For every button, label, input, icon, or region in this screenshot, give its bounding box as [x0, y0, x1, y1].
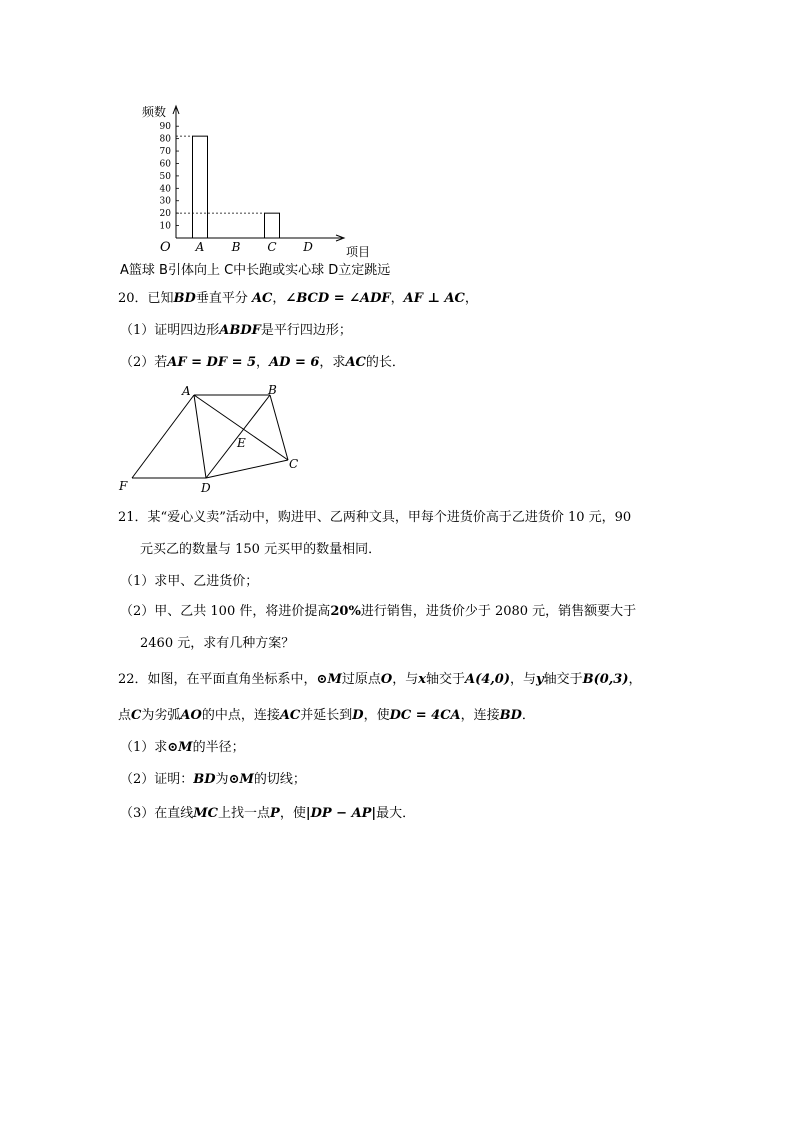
label-C: C [289, 457, 299, 471]
q22-part2: （2）证明：BD为⊙M的切线； [120, 772, 306, 787]
q22-part1: （1）求⊙M的半径； [120, 740, 245, 755]
y-tick-label: 20 [159, 209, 171, 220]
label-D: D [201, 481, 211, 495]
bar-A [193, 136, 208, 238]
chart-ylabel: 频数 [142, 105, 167, 119]
label-E: E [237, 436, 246, 450]
y-tick-label: 30 [159, 196, 171, 207]
category-label-D: D [303, 240, 313, 254]
chart-caption: A篮球 B引体向上 C中长跑或实心球 D立定跳远 [120, 263, 391, 278]
q22-line2: 点C为劣弧AO的中点，连接AC并延长到D，使DC = 4CA，连接BD． [118, 708, 535, 723]
y-tick-label: 90 [159, 122, 171, 133]
y-tick-label: 10 [159, 221, 171, 232]
chart-origin: O [160, 240, 171, 255]
q20-statement: 20．已知BD垂直平分 AC，∠BCD = ∠ADF，AF ⊥ AC， [118, 291, 478, 306]
q21-part2-cont: 2460 元，求有几种方案？ [140, 636, 295, 651]
label-B: B [268, 383, 277, 397]
category-label-C: C [267, 240, 277, 254]
q21-line2: 元买乙的数量与 150 元买甲的数量相同． [140, 542, 382, 557]
y-tick-label: 60 [159, 159, 171, 170]
frequency-bar-chart [110, 100, 410, 260]
category-label-A: A [195, 240, 205, 254]
q20-part1: （1）证明四边形ABDF是平行四边形； [120, 323, 352, 338]
label-A: A [182, 384, 191, 398]
y-tick-label: 40 [159, 184, 171, 195]
category-label-B: B [231, 240, 241, 254]
chart-xlabel: 项目 [346, 245, 371, 259]
q20-geometry-figure [110, 380, 310, 495]
q22-part3: （3）在直线MC上找一点P，使|DP − AP|最大． [120, 806, 416, 821]
y-tick-label: 70 [159, 147, 171, 158]
q21-line1: 21．某“爱心义卖”活动中，购进甲、乙两种文具，甲每个进货价高于乙进货价 10 元，90 [118, 510, 632, 525]
bar-C [265, 213, 280, 238]
q21-part1: （1）求甲、乙进货价； [120, 574, 259, 589]
y-tick-label: 50 [159, 171, 171, 182]
y-tick-label: 80 [159, 134, 171, 145]
label-F: F [119, 479, 128, 493]
q21-part2: （2）甲、乙共 100 件，将进价提高20%进行销售，进货价少于 2080 元，销售额要大于 [120, 604, 637, 619]
q20-part2: （2）若AF = DF = 5，AD = 6，求AC的长． [120, 355, 405, 370]
q22-line1: 22．如图，在平面直角坐标系中，⊙M过原点O，与x轴交于A(4,0)，与y轴交于B(0,3)， [118, 672, 642, 687]
